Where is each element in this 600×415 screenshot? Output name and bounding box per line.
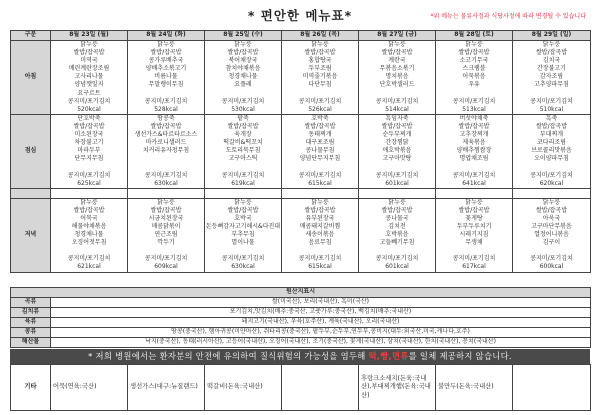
menu-cell (513, 198, 591, 272)
menu-item: 닭누룽 (388, 198, 406, 206)
menu-cell (51, 114, 128, 188)
calorie-value: 600kcal (539, 263, 564, 271)
menu-item: 참치야채볶음 (225, 65, 261, 73)
banner-text: * 저희 병원에서는 환자분의 안전에 유의하여 질식위험의 가능성을 염두해 (88, 351, 369, 361)
origin-label: 육류 (11, 318, 51, 328)
menu-item: 새송이볶음 (305, 231, 335, 239)
origin-row (11, 318, 591, 328)
menu-item: 단무지무침 (74, 155, 104, 163)
menu-item: 콩지미/포기김치 (530, 171, 573, 179)
menu-item: 북어채장국 (228, 57, 258, 65)
menu-item (359, 163, 435, 171)
menu-item: 오징어젓무침 (71, 239, 107, 247)
meal-label (11, 188, 51, 198)
menu-item: 호박국 (234, 214, 252, 222)
calorie-value: 530kcal (231, 105, 255, 113)
day-header: 8월 27일 (금) (359, 31, 436, 41)
other-cell: 생선가스(대구:뉴질랜드) (128, 365, 205, 411)
menu-item: 콩지미/포기김치 (530, 255, 573, 263)
menu-item (128, 155, 204, 163)
menu-item: 닭누룽 (465, 198, 483, 206)
menu-item: 부추무침 (231, 231, 255, 239)
menu-cell (359, 41, 436, 115)
calorie-value: 528kcal (154, 105, 178, 113)
title-bar (0, 0, 600, 30)
menu-item: 콩지미/포기김치 (298, 171, 342, 179)
menu-item: 스크램블 (462, 65, 486, 73)
menu-item: 오이양파무침 (534, 155, 569, 163)
menu-item: 아욱국 (542, 214, 561, 222)
menu-item: 콩지미/포기김치 (530, 97, 573, 105)
origin-row (11, 338, 591, 348)
menu-item: 김구이 (542, 239, 561, 247)
menu-item: 다단무침 (308, 81, 332, 89)
menu-item: 매콤돼지갈비찜 (299, 222, 341, 230)
origin-table (10, 287, 591, 348)
menu-item: 양배추소볶고기 (145, 65, 187, 73)
menu-item: 소고기무국 (459, 57, 489, 65)
menu-item: 콩지미/포기김치 (221, 255, 265, 263)
calorie-value: 630kcal (154, 179, 178, 187)
menu-item (436, 163, 512, 171)
calorie-value: 520kcal (77, 105, 101, 113)
menu-cell (359, 114, 436, 188)
menu-item: 고들빼기무침 (379, 239, 415, 247)
calorie-value: 601kcal (385, 263, 409, 271)
menu-item: 간장찜닭 (385, 139, 409, 147)
menu-item: 쌀밥/잡곡밥 (304, 206, 336, 214)
spacer-cell (436, 188, 513, 198)
page-title: * 편안한 메뉴표* (247, 8, 353, 23)
menu-cell (513, 114, 591, 188)
calorie-value: 514kcal (385, 105, 409, 113)
menu-item: 콩지미/포기김치 (298, 255, 342, 263)
day-header: 8월 25일 (수) (205, 31, 282, 41)
other-label: 기타 (11, 365, 51, 411)
spacer-cell (205, 188, 282, 198)
other-cell: 후랑크소세지(돈육:국내산),부대찌개햄(돈육:국내산) (359, 365, 436, 411)
menu-item: 쌀밥/잡곡밥 (535, 49, 567, 57)
menu-item: 열정어니볶음 (534, 231, 569, 239)
menu-item: 콩지미/포기김치 (452, 255, 496, 263)
menu-item: 쌀밥/잡곡밥 (227, 206, 259, 214)
menu-item: 요플레 (234, 81, 252, 89)
other-cell (513, 365, 591, 411)
menu-item: 꽃게탕 (465, 214, 483, 222)
menu-item (513, 163, 590, 171)
banner-text-end: 를 일체 제공하지 않습니다. (408, 351, 512, 361)
other-cell: 불만두(돈육:국내산) (436, 365, 513, 411)
menu-item: 쌀밥/잡곡밥 (458, 122, 490, 130)
menu-item: 돈등뼈감자고기해시&다진대 (205, 222, 281, 230)
origin-value: 포기김치,맛김치(배추:중국산, 고춧가루:중국산), 백김치(배추:국내산) (51, 308, 591, 318)
other-cell: 어묵(연육:국산) (51, 365, 128, 411)
menu-item (513, 90, 590, 98)
menu-cell (436, 41, 513, 115)
menu-item: 두부두루치기 (456, 222, 492, 230)
calorie-value: 621kcal (77, 263, 101, 271)
menu-cell (282, 198, 359, 272)
menu-item: 생선가스&타르타르소스 (134, 131, 198, 139)
menu-item: 청경채나물 (228, 73, 258, 81)
menu-item: 닭누룽 (157, 198, 175, 206)
menu-cell (282, 114, 359, 188)
menu-item: 쌀밥/잡곡밥 (535, 206, 567, 214)
menu-item: 순두부찌개 (382, 131, 412, 139)
menu-item: 김치국 (542, 57, 561, 65)
menu-cell (128, 114, 205, 188)
menu-cell (51, 41, 128, 115)
menu-item: 두부조림 (308, 65, 332, 73)
menu-item (205, 163, 281, 171)
menu-item: 음료무침 (308, 239, 332, 247)
menu-item: 메린계란장조림 (68, 65, 110, 73)
day-header: 8월 24일 (화) (128, 31, 205, 41)
safety-banner (10, 349, 590, 364)
menu-cell (128, 41, 205, 115)
meal-row (11, 41, 591, 115)
menu-item: 닭누룽 (311, 198, 329, 206)
calorie-value: 617kcal (462, 263, 486, 271)
calorie-value: 630kcal (231, 263, 255, 271)
menu-item (282, 90, 358, 98)
menu-item: 무말랭이무침 (148, 81, 184, 89)
menu-item: 마카로니샐러드 (145, 139, 187, 147)
menu-item: 감자조림 (539, 73, 564, 81)
menu-item: 우유 (468, 81, 480, 89)
origin-label: 콩류 (11, 328, 51, 338)
weekly-menu-table (10, 30, 591, 273)
spacer-cell (359, 188, 436, 198)
spacer-cell (51, 188, 128, 198)
menu-item: 콩지미/포기김치 (452, 97, 496, 105)
calorie-value: 625kcal (77, 179, 101, 187)
menu-item: 코다리조림 (537, 139, 566, 147)
menu-item: 고추장찌개 (459, 131, 489, 139)
menu-item: 콩지미/포기김치 (67, 97, 111, 105)
menu-item: 단호박샐러드 (379, 81, 415, 89)
menu-item: 쌀밥/잡곡밥 (304, 49, 336, 57)
menu-item: 양념단무지무침 (299, 155, 341, 163)
menu-item: 닭누룽 (157, 41, 175, 48)
change-notice: *위 메뉴는 물류사정과 식당사정에 따라 변경될 수 있습니다 (430, 13, 586, 20)
spacer-cell (513, 188, 591, 198)
menu-item: 쌀밥/잡곡밥 (535, 122, 567, 130)
menu-item: 마파두부 (77, 147, 101, 155)
menu-item: 고구마단무볶음 (531, 222, 572, 230)
menu-item: 미역줄기볶음 (302, 73, 338, 81)
menu-item: 대구포조림 (305, 139, 335, 147)
day-header: 8월 28일 (토) (436, 31, 513, 41)
menu-item: 쌀밥/잡곡밥 (150, 122, 182, 130)
other-row (11, 365, 591, 411)
menu-cell (128, 198, 205, 272)
spacer-cell (282, 188, 359, 198)
calorie-value: 620kcal (539, 179, 564, 187)
menu-item: 콩지미/포기김치 (144, 255, 188, 263)
spacer-cell (128, 188, 205, 198)
calorie-value: 609kcal (154, 263, 178, 271)
day-header: 8월 26일 (목) (282, 31, 359, 41)
menu-item (282, 163, 358, 171)
calorie-value: 513kcal (462, 105, 486, 113)
menu-cell (436, 198, 513, 272)
menu-item: 어묵국 (80, 214, 98, 222)
menu-item: 콩나물국 (385, 214, 409, 222)
menu-item: 쌀밥/잡곡밥 (227, 49, 259, 57)
menu-item: 콩지미/포기김치 (221, 171, 265, 179)
menu-item: 닭누룽 (465, 41, 483, 48)
origin-row (11, 328, 591, 338)
menu-item: 고추양파무침 (534, 81, 569, 89)
menu-item: 콩지미/포기김치 (221, 97, 265, 105)
menu-item: 쌀밥/잡곡밥 (381, 206, 413, 214)
origin-label: 곡류 (11, 298, 51, 308)
origin-header-row (11, 288, 591, 298)
menu-item: 콩지미/포기김치 (298, 97, 342, 105)
menu-item: 청경채나물 (74, 231, 104, 239)
other-origin-table (10, 364, 591, 411)
menu-item: 팥죽 (237, 114, 249, 122)
calorie-value: 601kcal (385, 179, 409, 187)
menu-item: 콩지미/포기김치 (375, 97, 419, 105)
menu-item: 비름나물 (154, 73, 178, 81)
menu-item: 닭누룽 (542, 41, 561, 48)
menu-cell (436, 114, 513, 188)
menu-item: 김치전 (388, 222, 406, 230)
other-cell (282, 365, 359, 411)
origin-value: 낙지(중국산), 동태(러시아산), 고등어(국내산), 오징어(국내산), 조기(중국산), 꽃게(국내산), 삼치(국내산), 한치(국내산), 꽁치(국내산) (51, 338, 591, 348)
menu-cell (51, 198, 128, 272)
origin-label: 김치류 (11, 308, 51, 318)
menu-item: 콩지미/포기김치 (144, 171, 188, 179)
menu-item: 콩지미/포기김치 (375, 255, 419, 263)
menu-item: 흑죽 (545, 114, 558, 122)
menu-item: 쌀밥/잡곡밥 (150, 49, 182, 57)
menu-item: 동태찌개 (308, 131, 332, 139)
menu-item: 흑임자죽 (385, 114, 409, 122)
menu-item: 차장불고기 (74, 139, 104, 147)
menu-item: 쌀밥/잡곡밥 (304, 122, 336, 130)
day-header: 8월 29일 (일) (513, 31, 591, 41)
menu-item: 쌀밥/잡곡밥 (73, 122, 105, 130)
meal-label: 저녁 (11, 198, 51, 272)
menu-item: 홍합탕국 (308, 57, 332, 65)
origin-row (11, 308, 591, 318)
menu-item: 닭누룽 (80, 198, 98, 206)
calorie-value: 615kcal (308, 179, 332, 187)
menu-item: 땅콩죽 (157, 114, 175, 122)
calorie-value: 615kcal (308, 263, 332, 271)
calorie-value: 619kcal (231, 179, 255, 187)
banner-highlight: 떡,빵,면류 (368, 351, 409, 361)
menu-item: 쌀밥/잡곡밥 (458, 49, 490, 57)
menu-item (436, 90, 512, 98)
menu-item: 콩지미/포기김치 (452, 171, 496, 179)
menu-item: 콩나물무침 (305, 147, 335, 155)
menu-item: 멸이나물 (231, 239, 255, 247)
menu-item: 어묵볶음 (462, 73, 486, 81)
menu-cell (205, 114, 282, 188)
menu-cell (205, 198, 282, 272)
meal-label: 점심 (11, 114, 51, 188)
menu-item: 버섯야채죽 (459, 114, 489, 122)
menu-item: 육개장 (234, 131, 252, 139)
menu-item: 명엽채조림 (459, 155, 489, 163)
menu-item (128, 90, 204, 98)
day-header: 8월 23일 (월) (51, 31, 128, 41)
menu-item: 계란국 (388, 57, 406, 65)
menu-item: 쌀밥/잡곡밥 (458, 206, 490, 214)
menu-item: 쌀밥/잡곡밥 (381, 122, 413, 130)
menu-item: 애호박볶음 (382, 147, 412, 155)
menu-item: 깍두기 (157, 239, 175, 247)
menu-item: 시금치된장국 (148, 214, 184, 222)
menu-item: 고사리나물 (74, 73, 104, 81)
menu-item: 브로콜리맛볶음 (531, 147, 572, 155)
calorie-value: 641kcal (462, 179, 486, 187)
menu-item: 콩지미/포기김치 (144, 97, 188, 105)
menu-item: 닭누룽 (311, 41, 329, 48)
menu-item: 명치볶음 (385, 73, 409, 81)
menu-item: 제육볶음 (462, 139, 486, 147)
spacer-row (11, 188, 591, 198)
menu-item (359, 90, 435, 98)
calorie-value: 510kcal (539, 105, 564, 113)
menu-item: 연근조림 (154, 231, 178, 239)
menu-item: 해물야채볶음 (71, 222, 107, 230)
menu-item: 유부된장국 (305, 214, 335, 222)
menu-cell (282, 41, 359, 115)
menu-item (128, 163, 204, 171)
origin-value: 돼지고기(국내산), 우육(호주산), 계육(국내산), 오리(국내산) (51, 318, 591, 328)
menu-item: 떡갈비&떡꼬치 (223, 139, 263, 147)
menu-item: 닭누룽 (80, 41, 98, 48)
menu-item: 단호박죽 (77, 114, 101, 122)
menu-item: 양배추찜쌈장 (456, 147, 492, 155)
menu-item: 닭누룽 (542, 198, 561, 206)
menu-item: 콩지미/포기김치 (375, 171, 419, 179)
menu-item: 콩지미/포기김치 (67, 255, 111, 263)
menu-item: 쌀밥/잡곡밥 (227, 122, 259, 130)
menu-item: 호박죽 (311, 114, 329, 122)
menu-cell (205, 41, 282, 115)
menu-item: 치커리유자청무침 (142, 147, 190, 155)
menu-item: 고구마맛탕 (382, 155, 412, 163)
meal-label: 아침 (11, 41, 51, 115)
calorie-value: 526kcal (308, 105, 332, 113)
menu-item: 콩가루배추국 (148, 57, 184, 65)
menu-item: 무볶음소볶기 (379, 65, 415, 73)
menu-item: 미역국 (80, 57, 98, 65)
menu-item: 쌀밥/잡곡밥 (73, 206, 105, 214)
menu-item: 도토리묵무침 (225, 147, 261, 155)
corner-cell: 구분 (11, 31, 51, 41)
menu-item (51, 163, 127, 171)
menu-item: 고구마스틱 (228, 155, 258, 163)
menu-item: 부대찌개 (539, 131, 564, 139)
menu-cell (513, 41, 591, 115)
origin-label: 해산물 (11, 338, 51, 348)
menu-item: 미소된장국 (74, 131, 104, 139)
meal-row (11, 114, 591, 188)
menu-item: 콩지미/포기김치 (67, 171, 111, 179)
origin-value: 땅콩(중국산), 햄아귀콩(미얀마산), 쥐타리콩(중국산), 팥두부,순두부,연두부,콩비지(대두:외국산,미국,캐나다,호주) (51, 328, 591, 338)
meal-row (11, 198, 591, 272)
menu-item: 무생채 (465, 239, 483, 247)
menu-item: 매콤닭볶이 (151, 222, 181, 230)
menu-item (205, 90, 281, 98)
menu-item: 간장불고기 (537, 65, 566, 73)
menu-item: 닭누룽 (234, 41, 252, 48)
menu-item: 시래기지짐 (459, 231, 489, 239)
origin-title: 원산지표시 (11, 288, 591, 298)
menu-item: 닭누룽 (388, 41, 406, 48)
menu-item: 쌀밥/잡곡밥 (73, 49, 105, 57)
menu-item: 호박볶음 (385, 231, 409, 239)
menu-header-row (11, 31, 591, 41)
origin-value: 쌀(미국산), 보리(국내산), 흑미(국산) (51, 298, 591, 308)
menu-item: 쌀밥/잡곡밥 (150, 206, 182, 214)
menu-cell (359, 198, 436, 272)
menu-item: 쌀밥/잡곡밥 (381, 49, 413, 57)
menu-item: 닭누룽 (234, 198, 252, 206)
menu-item: 요구르트 (77, 89, 101, 97)
other-cell: 떡갈비(돈육:국내산) (205, 365, 282, 411)
menu-item: 양념깻잎지 (74, 81, 104, 89)
origin-row (11, 298, 591, 308)
